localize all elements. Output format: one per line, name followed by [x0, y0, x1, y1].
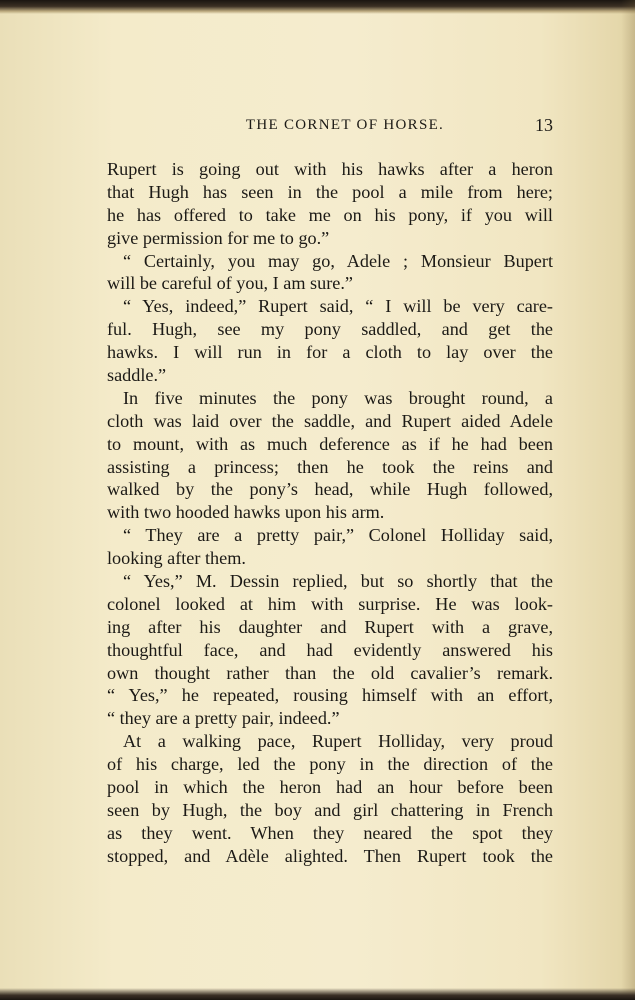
text-line: ful. Hugh, see my pony saddled, and get the — [107, 319, 553, 340]
text-line: he has offered to take me on his pony, if you will — [107, 204, 553, 225]
body-text — [107, 158, 553, 868]
text-line: At a walking pace, Rupert Holliday, very proud — [123, 731, 553, 752]
text-line: “ they are a pretty pair, indeed.” — [107, 708, 340, 729]
text-line: looking after them. — [107, 548, 246, 569]
page-right-shadow — [621, 0, 635, 1000]
page-top-edge — [0, 0, 635, 14]
text-line: give permission for me to go.” — [107, 227, 330, 248]
text-line: of his charge, led the pony in the direction of the — [107, 754, 553, 775]
text-line: “ Yes, indeed,” Rupert said, “ I will be very care- — [123, 296, 553, 317]
page-header — [107, 112, 553, 138]
page-bottom-edge — [0, 988, 635, 1000]
text-line: with two hooded hawks upon his arm. — [107, 502, 385, 523]
text-line: “ Yes,” he repeated, rousing himself with an effort, — [107, 685, 553, 706]
text-line: seen by Hugh, the boy and girl chattering in French — [107, 799, 553, 820]
text-line: cloth was laid over the saddle, and Rupert aided Adele — [107, 410, 553, 431]
text-line: as they went. When they neared the spot they — [107, 822, 553, 843]
text-line: will be careful of you, I am sure.” — [107, 273, 353, 294]
text-line: ing after his daughter and Rupert with a grave, — [107, 616, 553, 637]
text-line: Rupert is going out with his hawks after a heron — [107, 159, 553, 179]
text-line: hawks. I will run in for a cloth to lay over the — [107, 342, 553, 363]
text-line: that Hugh has seen in the pool a mile from here; — [107, 181, 553, 202]
text-line: thoughtful face, and had evidently answered his — [107, 639, 553, 660]
text-line: to mount, with as much deference as if he had been — [107, 433, 553, 454]
text-line: stopped, and Adèle alighted. Then Rupert took the — [107, 845, 553, 866]
text-line: “ Yes,” M. Dessin replied, but so shortly that the — [123, 571, 553, 592]
text-line: own thought rather than the old cavalier’s remark. — [107, 662, 553, 683]
text-line: walked by the pony’s head, while Hugh followed, — [107, 479, 553, 500]
text-line: “ They are a pretty pair,” Colonel Holliday said, — [123, 525, 553, 546]
page-number: 13 — [535, 115, 553, 135]
text-line: “ Certainly, you may go, Adele ; Monsieur Bupert — [123, 250, 553, 271]
text-line: pool in which the heron had an hour before been — [107, 777, 553, 798]
text-line: saddle.” — [107, 365, 167, 386]
text-line: colonel looked at him with surprise. He was look- — [107, 593, 553, 614]
text-line: In five minutes the pony was brought round, a — [123, 387, 553, 408]
running-title: THE CORNET OF HORSE. — [245, 117, 445, 133]
text-line: assisting a princess; then he took the reins and — [107, 456, 553, 477]
